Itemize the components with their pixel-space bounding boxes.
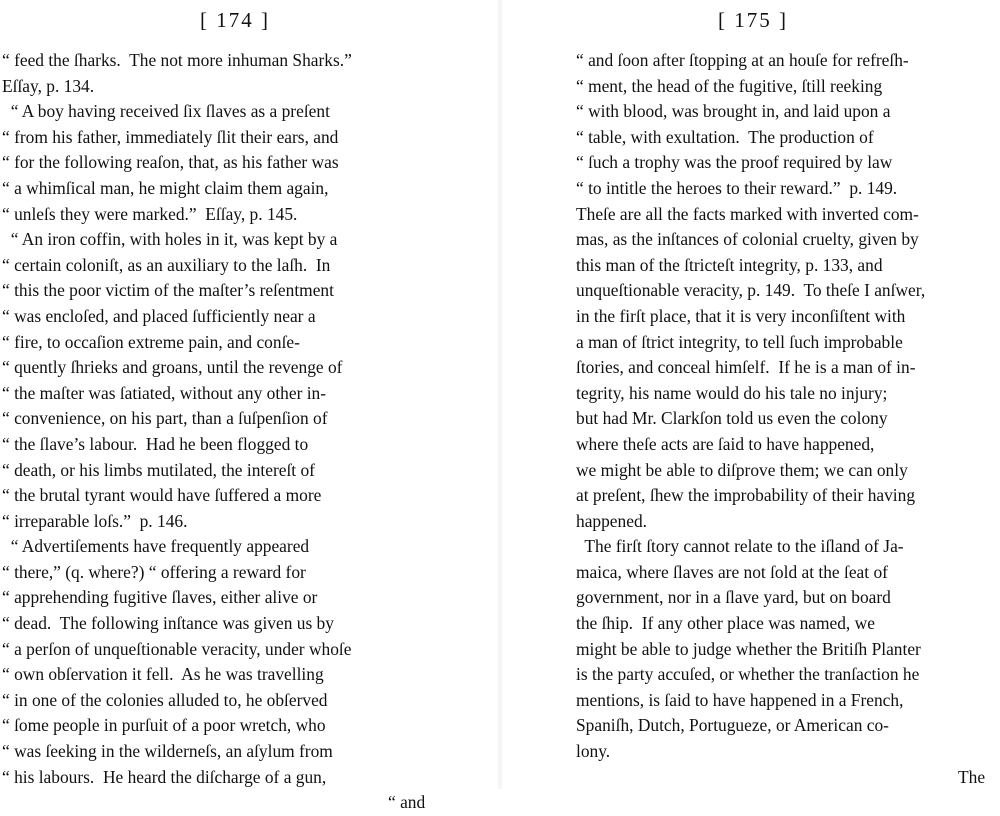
text-line: ſtories, and conceal himſelf. If he is a man of in- bbox=[576, 357, 916, 378]
text-line: lony. bbox=[576, 741, 611, 762]
page-number-175: [ 175 ] bbox=[718, 8, 788, 32]
text-line: the ſhip. If any other place was named, we bbox=[576, 613, 875, 634]
text-line: “ ment, the head of the fugitive, ſtill reeking bbox=[576, 75, 883, 96]
text-line: “ An iron coffin, with holes in it, was kept by a bbox=[2, 229, 338, 250]
text-line: “ dead. The following inſtance was given us by bbox=[2, 613, 334, 634]
text-line: “ was encloſed, and placed ſufficiently near a bbox=[2, 305, 316, 326]
text-line: a man of ſtrict integrity, to tell ſuch improbable bbox=[576, 331, 903, 352]
text-line: we might be able to diſprove them; we can only bbox=[576, 459, 908, 480]
text-line: but had Mr. Clarkſon told us even the colony bbox=[576, 408, 888, 429]
text-line: “ certain coloniſt, as an auxiliary to the laſh. In bbox=[2, 254, 331, 275]
book-gutter bbox=[497, 0, 503, 789]
text-line: “ the maſter was ſatiated, without any other in- bbox=[2, 382, 327, 403]
text-line: tegrity, his name would do his tale no injury; bbox=[576, 382, 888, 403]
text-line: in the firſt place, that it is very inconſiſtent with bbox=[576, 305, 906, 326]
text-line: “ ſuch a trophy was the proof required by law bbox=[576, 152, 893, 173]
text-line: “ A boy having received ſix ſlaves as a preſent bbox=[2, 101, 330, 122]
text-line: happened. bbox=[576, 510, 647, 531]
text-line: mentions, is ſaid to have happened in a French, bbox=[576, 689, 904, 710]
text-line: “ a whimſical man, he might claim them again, bbox=[2, 177, 329, 198]
text-line: “ to intitle the heroes to their reward.” p. 149. bbox=[576, 177, 898, 198]
text-line: “ in one of the colonies alluded to, he obſerved bbox=[2, 689, 328, 710]
text-line: “ Advertiſements have frequently appeared bbox=[2, 536, 310, 557]
text-line: Theſe are all the facts marked with inverted com- bbox=[576, 203, 919, 224]
text-line: “ there,” (q. where?) “ offering a reward for bbox=[2, 561, 306, 582]
text-line: at preſent, ſhew the improbability of their having bbox=[576, 485, 916, 506]
text-line: this man of the ſtricteſt integrity, p. 133, and bbox=[576, 254, 883, 275]
page-number-174: [ 174 ] bbox=[200, 8, 270, 32]
text-line: “ the ſlave’s labour. Had he been flogged to bbox=[2, 433, 309, 454]
text-line: mas, as the inſtances of colonial cruelty, given by bbox=[576, 229, 919, 250]
text-line: might be able to judge whether the Britiſh Planter bbox=[576, 638, 921, 659]
text-line: “ apprehending fugitive ſlaves, either alive or bbox=[2, 587, 318, 608]
text-line: “ quently ſhrieks and groans, until the revenge of bbox=[2, 357, 343, 378]
text-line: “ ſome people in purſuit of a poor wretch, who bbox=[2, 715, 326, 736]
text-line: “ for the following reaſon, that, as his father was bbox=[2, 152, 339, 173]
text-line: “ unleſs they were marked.” Eſſay, p. 145. bbox=[2, 203, 298, 224]
text-line: maica, where ſlaves are not ſold at the ſeat of bbox=[576, 561, 888, 582]
text-line: “ from his father, immediately ſlit their ears, and bbox=[2, 126, 339, 147]
text-line: The firſt ſtory cannot relate to the iſland of Ja- bbox=[576, 536, 904, 557]
text-line: “ and ſoon after ſtopping at an houſe for refreſh- bbox=[576, 50, 909, 70]
text-line: “ fire, to occaſion extreme pain, and conſe- bbox=[2, 331, 300, 352]
text-line: “ convenience, on his part, than a ſuſpenſion of bbox=[2, 408, 328, 429]
text-line: is the party accuſed, or whether the tranſaction he bbox=[576, 664, 920, 685]
text-line: “ his labours. He heard the diſcharge of a gun, bbox=[2, 766, 327, 787]
text-line: where theſe acts are ſaid to have happened, bbox=[576, 433, 875, 454]
text-line: “ with blood, was brought in, and laid upon a bbox=[576, 101, 891, 122]
text-line: “ death, or his limbs mutilated, the intereſt of bbox=[2, 459, 315, 480]
text-line: government, nor in a ſlave yard, but on board bbox=[576, 587, 891, 608]
text-line: “ the brutal tyrant would have ſuffered a more bbox=[2, 485, 322, 506]
left-page-text bbox=[2, 48, 425, 816]
text-line: “ table, with exultation. The production of bbox=[576, 126, 874, 147]
text-line: “ irreparable loſs.” p. 146. bbox=[2, 510, 188, 531]
text-line: “ own obſervation it fell. As he was travelling bbox=[2, 664, 324, 685]
catchword: “ and bbox=[388, 792, 426, 813]
text-line: unqueſtionable veracity, p. 149. To theſe I anſwer, bbox=[576, 280, 926, 301]
text-line: “ feed the ſharks. The not more inhuman Sharks.” bbox=[2, 50, 352, 70]
text-line: “ this the poor victim of the maſter’s reſentment bbox=[2, 280, 334, 301]
catchword: The bbox=[958, 766, 986, 787]
text-line: “ a perſon of unqueſtionable veracity, under whoſe bbox=[2, 638, 352, 659]
right-page-text bbox=[576, 48, 985, 790]
text-line: Eſſay, p. 134. bbox=[2, 75, 95, 96]
text-line: Spaniſh, Dutch, Portugueze, or American co- bbox=[576, 715, 889, 736]
text-line: “ was ſeeking in the wilderneſs, an aſylum from bbox=[2, 741, 333, 762]
